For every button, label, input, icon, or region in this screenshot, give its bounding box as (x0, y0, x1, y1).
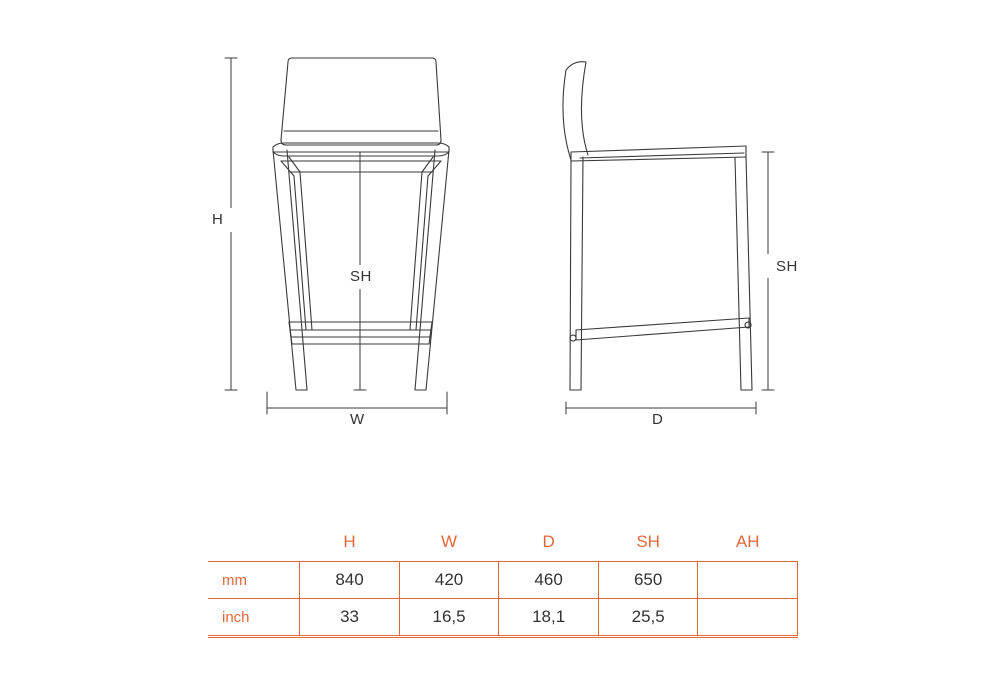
cell-inch-sh: 25,5 (598, 599, 698, 636)
dimension-label-h-front: H (212, 211, 224, 228)
cell-mm-ah (698, 562, 798, 599)
table-header-sh: SH (636, 532, 660, 551)
row-label-inch: inch (208, 599, 300, 636)
dimension-label-w-front: W (350, 411, 365, 428)
cell-inch-w: 16,5 (399, 599, 499, 636)
cell-mm-h: 840 (300, 562, 400, 599)
cell-mm-sh: 650 (598, 562, 698, 599)
side-view-stool (563, 62, 752, 390)
dimension-label-sh-side: SH (776, 258, 798, 275)
cell-inch-d: 18,1 (499, 599, 599, 636)
table-header-d: D (542, 532, 555, 551)
dimension-label-d-side: D (652, 411, 664, 428)
cell-mm-w: 420 (399, 562, 499, 599)
table-header-w: W (441, 532, 458, 551)
specification-table (208, 523, 798, 636)
cell-mm-d: 460 (499, 562, 599, 599)
table-row (208, 599, 798, 636)
table-header-unit (208, 523, 300, 562)
table-header-ah: AH (735, 532, 760, 551)
row-label-mm: mm (208, 562, 300, 599)
table-row (208, 562, 798, 599)
dimension-lines (225, 58, 774, 414)
front-view-stool (273, 58, 449, 390)
table-header-row (208, 523, 798, 562)
cell-inch-h: 33 (300, 599, 400, 636)
table-bottom-rule (208, 637, 798, 638)
table-header-h: H (343, 532, 356, 551)
dimension-label-sh-front: SH (350, 268, 372, 285)
cell-inch-ah (698, 599, 798, 636)
